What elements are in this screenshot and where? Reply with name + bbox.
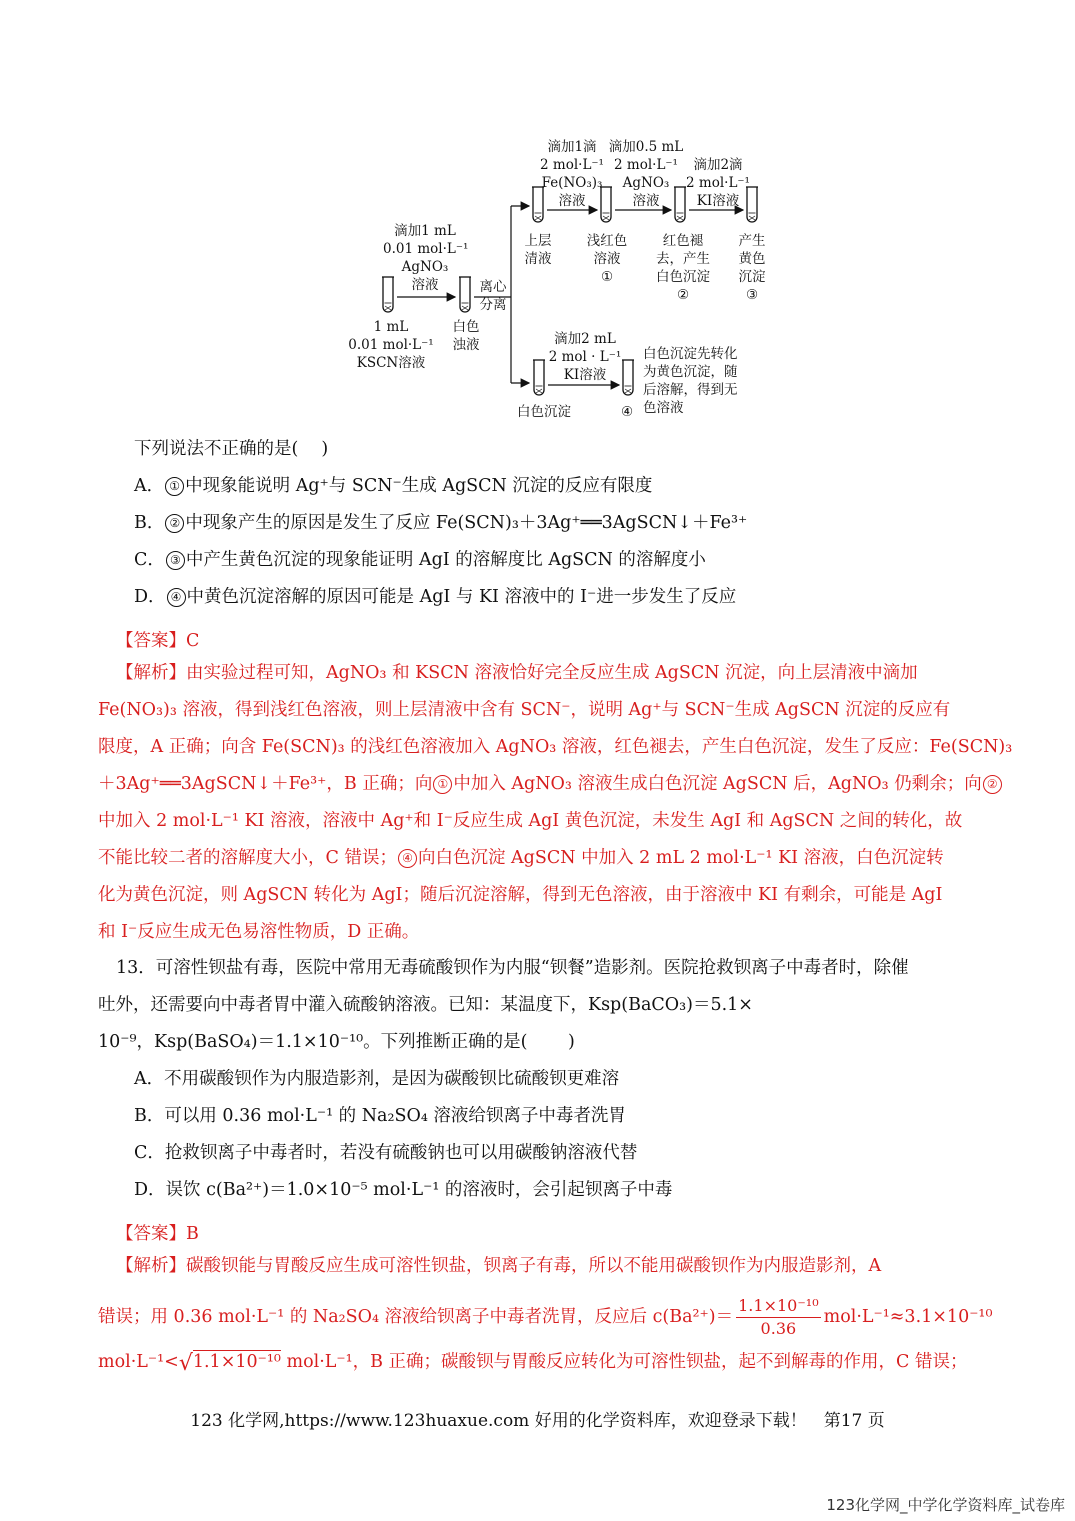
precip-label: 白色沉淀 xyxy=(517,404,571,420)
q12-explanation-3: 限度，A 正确；向含 Fe(SCN)₃ 的浅红色溶液加入 AgNO₃ 溶液，红色褪去，产生白色沉淀，发生了反应：Fe(SCN)₃ xyxy=(98,737,1013,757)
tube1-label: 浅红色 溶液 ① xyxy=(586,233,628,285)
q13-explanation-2: 错误；用 0.36 mol·L⁻¹ 的 Na₂SO₄ 溶液给钡离子中毒者洗胃，反应后 c(Ba²⁺)＝ $\frac{\text{1.1×10⁻¹⁰}}{0.36}$ mol·L⁻¹≈3.1×10⁻¹⁰ xyxy=(98,1296,993,1338)
centrifuge-label: 离心 分离 xyxy=(479,279,507,313)
q13-stem-1: 13．可溶性钡盐有毒，医院中常用无毒硫酸钡作为内服“钡餐”造影剂。医院抢救钡离子中毒者时，除催 xyxy=(116,958,909,978)
q12-explanation-4: ＋3Ag⁺══3AgSCN↓＋Fe³⁺，B 正确；向 ① 中加入 AgNO₃ 溶液生成白色沉淀 AgSCN 后，AgNO₃ 仍剩余；向 ② xyxy=(98,772,1003,796)
q12-option-c: C． ③ 中产生黄色沉淀的现象能证明 AgI 的溶解度比 AgSCN 的溶解度小 xyxy=(134,550,706,570)
add-ki-label: 滴加2滴 2 mol·L⁻¹ KI溶液 xyxy=(686,157,750,209)
q13-explanation-3: mol·L⁻¹<√1.1×10⁻¹⁰ mol·L⁻¹，B 正确；碳酸钡与胃酸反应转化为可溶性钡盐，起不到解毒的作用，C 错误； xyxy=(98,1351,968,1376)
tube4-label: 白色沉淀先转化 为黄色沉淀，随 后溶解，得到无 色溶液 xyxy=(643,346,738,416)
tube4-number: ④ xyxy=(620,404,634,420)
q12-explanation-8: 和 I⁻反应生成无色易溶性物质，D 正确。 xyxy=(98,922,420,942)
diagram-lines xyxy=(0,0,1075,430)
add-fe-label: 滴加1滴 2 mol·L⁻¹ Fe(NO₃)₃ 溶液 xyxy=(540,139,604,209)
fraction: $\frac{\text{1.1×10⁻¹⁰}}{0.36}$ xyxy=(738,1296,819,1338)
q12-explanation-7: 化为黄色沉淀，则 AgSCN 转化为 AgI；随后沉淀溶解，得到无色溶液，由于溶液中 KI 有剩余，可能是 AgI xyxy=(98,885,943,905)
q12-explanation-5: 中加入 2 mol·L⁻¹ KI 溶液，溶液中 Ag⁺和 I⁻反应生成 AgI 黄色沉淀，未发生 AgI 和 AgSCN 之间的转化，故 xyxy=(98,811,963,831)
q13-option-c: C．抢救钡离子中毒者时，若没有硫酸钠也可以用碳酸钠溶液代替 xyxy=(134,1143,638,1163)
add-ki2-label: 滴加2 mL 2 mol · L⁻¹ KI溶液 xyxy=(548,331,622,383)
q13-stem-3: 10⁻⁹，Ksp(BaSO₄)＝1.1×10⁻¹⁰。下列推断正确的是( ) xyxy=(98,1032,575,1052)
test-tube-4 xyxy=(622,360,634,395)
q13-option-b: B．可以用 0.36 mol·L⁻¹ 的 Na₂SO₄ 溶液给钡离子中毒者洗胃 xyxy=(134,1106,626,1126)
q13-stem-2: 吐外，还需要向中毒者胃中灌入硫酸钠溶液。已知：某温度下，Ksp(BaCO₃)＝5.1× xyxy=(98,995,753,1015)
q12-answer: 【答案】C xyxy=(116,631,200,651)
tube2-label: 红色褪 去，产生 白色沉淀 ② xyxy=(656,233,710,303)
add-ag-label: 滴加0.5 mL 2 mol·L⁻¹ AgNO₃ 溶液 xyxy=(608,139,684,209)
q12-option-d: D． ④ 中黄色沉淀溶解的原因可能是 AgI 与 KI 溶液中的 I⁻进一步发生了反应 xyxy=(134,587,737,607)
step1-label: 滴加1 mL 0.01 mol·L⁻¹ AgNO₃ 溶液 xyxy=(383,223,469,293)
q12-stem: 下列说法不正确的是( ) xyxy=(134,439,329,459)
q13-answer: 【答案】B xyxy=(116,1224,199,1244)
upper-liquid-label: 上层 清液 xyxy=(524,233,552,267)
watermark: 123化学网_中学化学资料库_试卷库 xyxy=(826,1496,1065,1514)
q13-option-a: A．不用碳酸钡作为内服造影剂，是因为碳酸钡比硫酸钡更难溶 xyxy=(134,1069,620,1089)
turbid-label: 白色 浊液 xyxy=(452,319,480,353)
page-footer: 123 化学网,https://www.123huaxue.com 好用的化学资料库，欢迎登录下载！ 第17 页 xyxy=(190,1411,885,1431)
q12-option-b: B． ② 中现象产生的原因是发生了反应 Fe(SCN)₃＋3Ag⁺══3AgSCN↓＋Fe³⁺ xyxy=(134,513,748,533)
start-label: 1 mL 0.01 mol·L⁻¹ KSCN溶液 xyxy=(348,319,434,371)
test-tube-precip xyxy=(533,360,545,395)
q12-explanation-2: Fe(NO₃)₃ 溶液，得到浅红色溶液，则上层清液中含有 SCN⁻，说明 Ag⁺与 SCN⁻生成 AgSCN 沉淀的反应有 xyxy=(98,700,951,720)
tube3-label: 产生 黄色 沉淀 ③ xyxy=(738,233,766,303)
q12-option-a: A． ① 中现象能说明 Ag⁺与 SCN⁻生成 AgSCN 沉淀的反应有限度 xyxy=(134,476,653,496)
q13-option-d: D．误饮 c(Ba²⁺)＝1.0×10⁻⁵ mol·L⁻¹ 的溶液时，会引起钡离子中毒 xyxy=(134,1180,673,1200)
q13-explanation-1: 【解析】碳酸钡能与胃酸反应生成可溶性钡盐，钡离子有毒，所以不能用碳酸钡作为内服造影剂，A xyxy=(116,1256,882,1276)
q12-explanation-1: 【解析】由实验过程可知，AgNO₃ 和 KSCN 溶液恰好完全反应生成 AgSCN 沉淀，向上层清液中滴加 xyxy=(116,663,918,683)
q12-explanation-6: 不能比较二者的溶解度大小，C 错误； ④ 向白色沉淀 AgSCN 中加入 2 mL 2 mol·L⁻¹ KI 溶液，白色沉淀转 xyxy=(98,848,944,868)
